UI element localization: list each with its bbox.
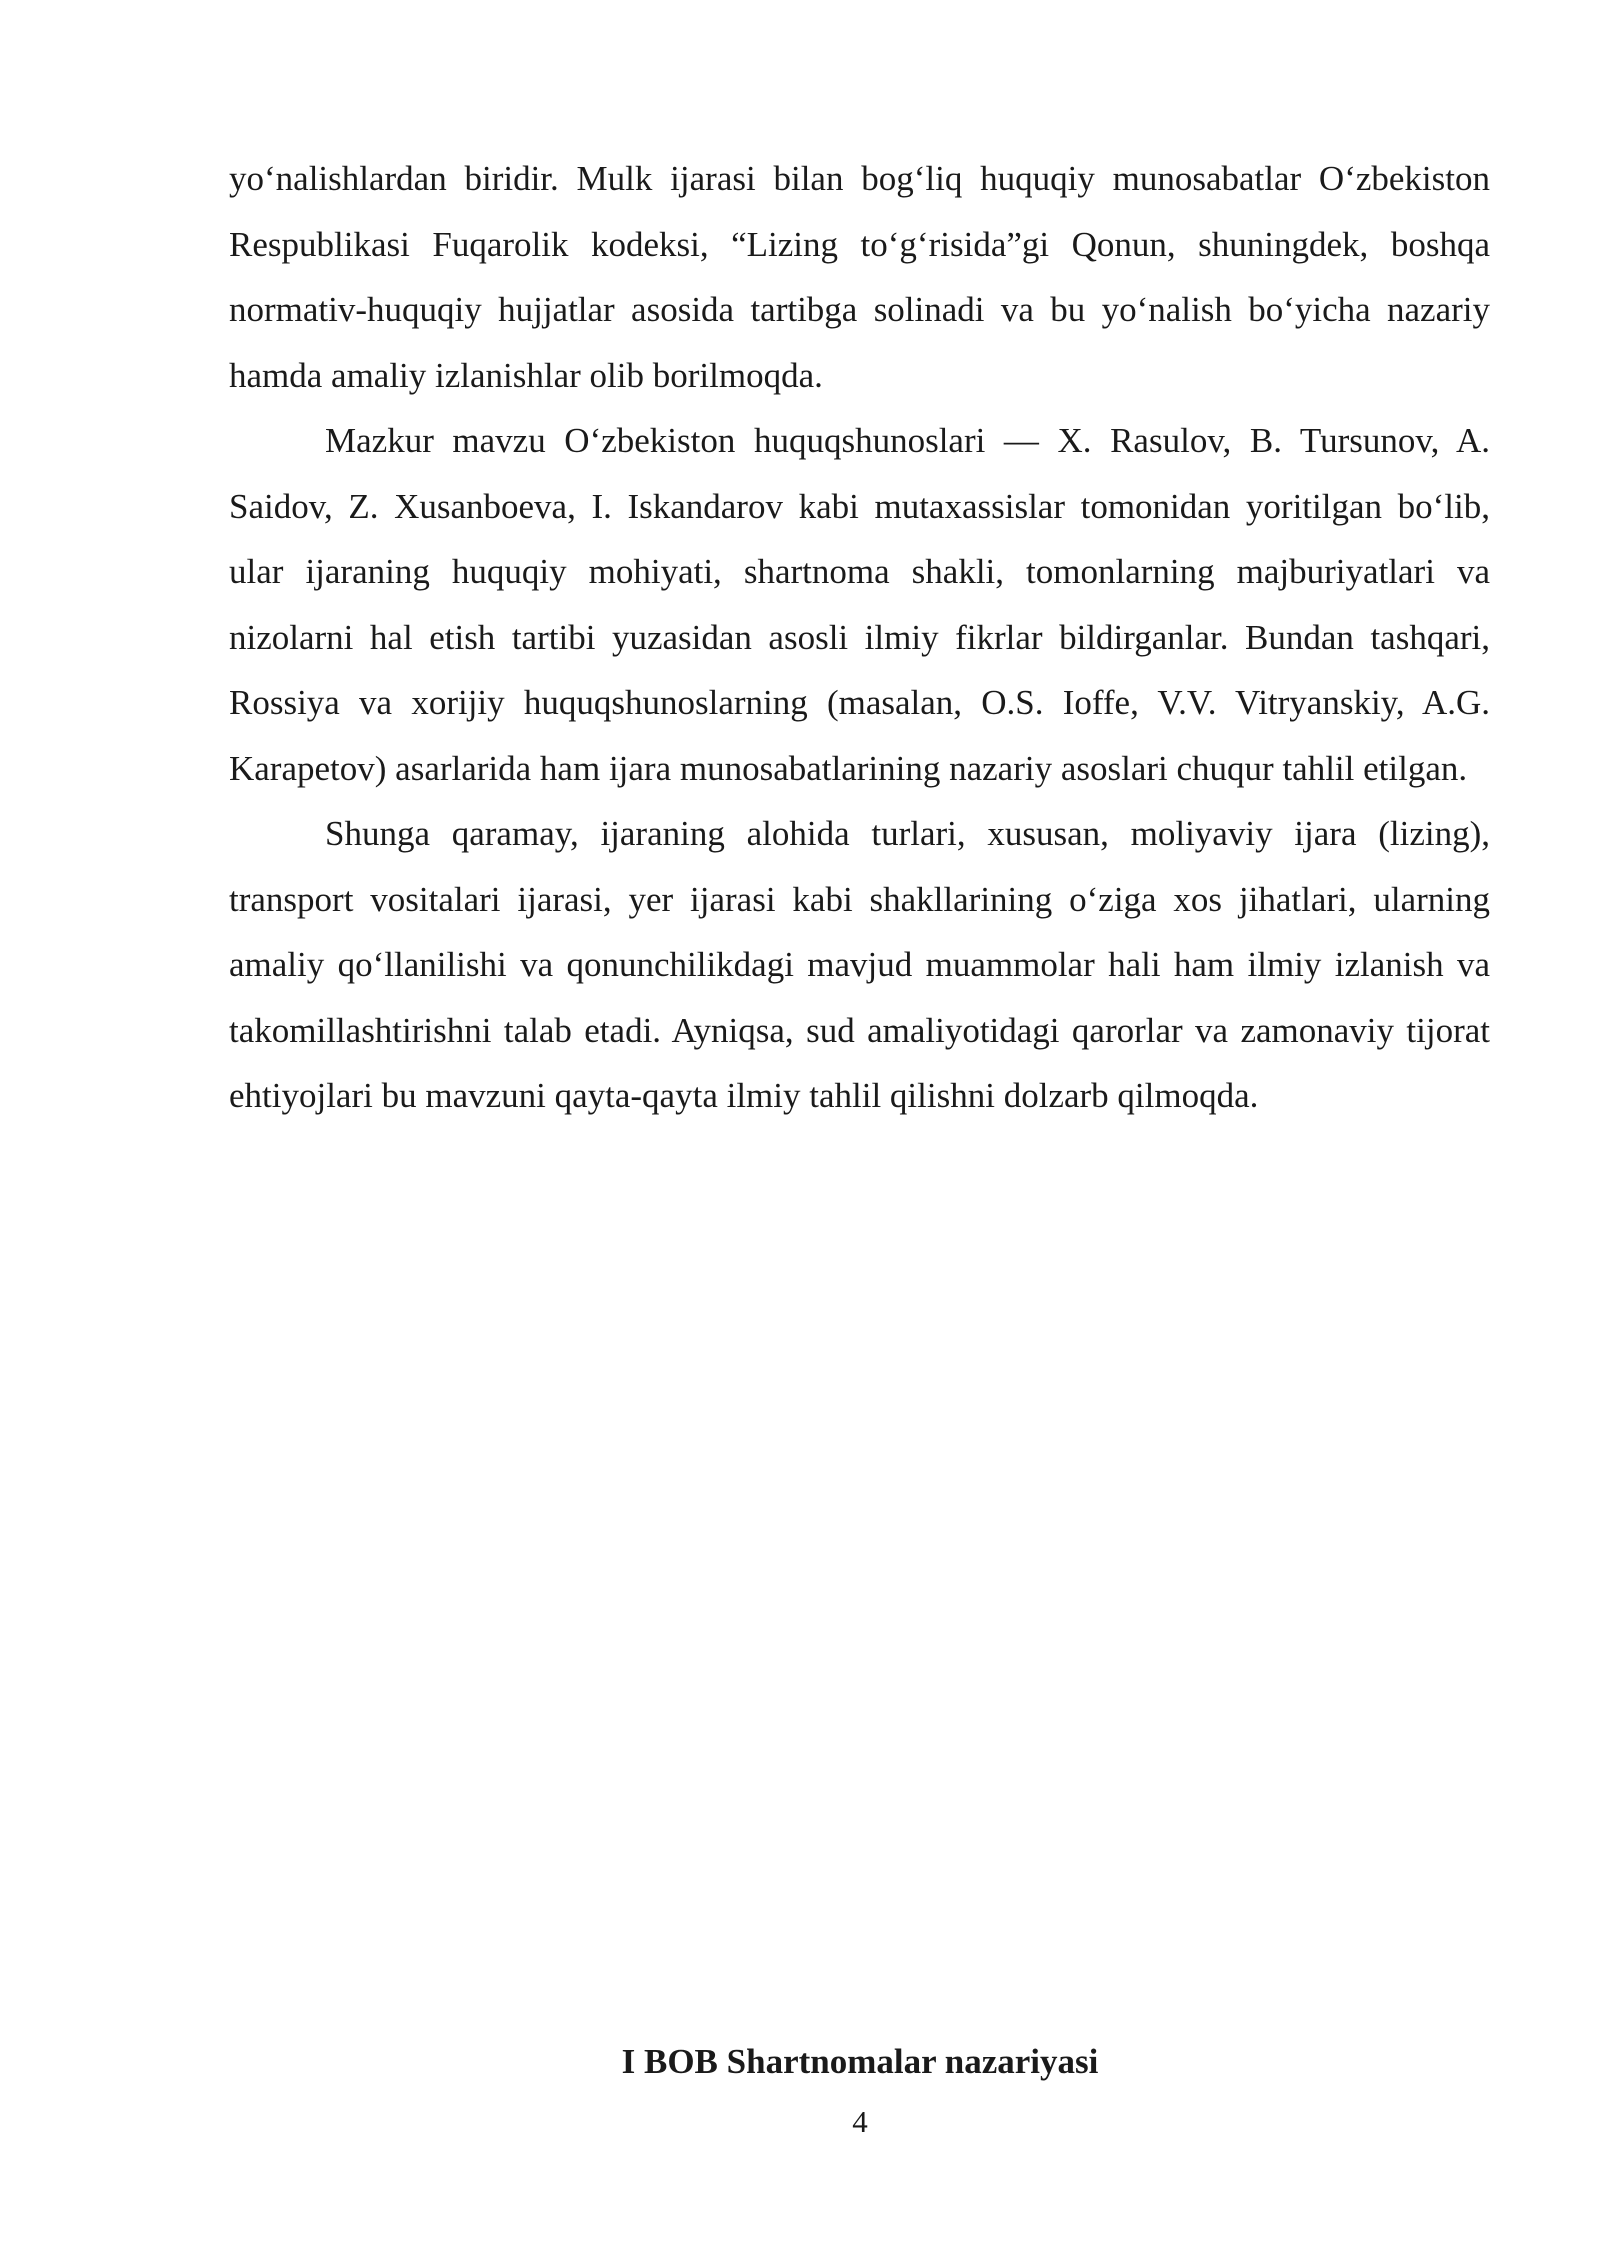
paragraph-relevance: Shunga qaramay, ijaraning alohida turlari, xususan, moliyaviy ijara (lizing), transport vositalari ijarasi, yer ijarasi kabi shakllarining o‘ziga xos jihatlari, ularning amaliy qo‘llanilishi va qonunchilikdagi mavjud muammolar hali ham ilmiy izlanish va takomillashtirishni talab etadi. Ayniqsa, sud amaliyotidagi qarorlar va zamonaviy tijorat ehtiyojlari bu mavzuni qayta-qayta ilmiy tahlil qilishni dolzarb qilmoqda. bbox=[229, 814, 1490, 1115]
chapter-title: I BOB Shartnomalar nazariyasi bbox=[621, 2042, 1099, 2081]
body-text bbox=[229, 146, 1490, 1129]
paragraph-scholars: Mazkur mavzu O‘zbekiston huquqshunoslari — X. Rasulov, B. Tursunov, A. Saidov, Z. Xusanboeva, I. Iskandarov kabi mutaxassislar tomonidan yoritilgan bo‘lib, ular ijaraning huquqiy mohiyati, shartnoma shakli, tomonlarning majburiyatlari va nizolarni hal etish tartibi yuzasidan asosli ilmiy fikrlar bildirganlar. Bundan tashqari, Rossiya va xorijiy huquqshunoslarning (masalan, O.S. Ioffe, V.V. Vitryanskiy, A.G. Karapetov) asarlarida ham ijara munosabatlarining nazariy asoslari chuqur tahlil etilgan. bbox=[229, 421, 1490, 788]
paragraph-continuation: yo‘nalishlardan biridir. Mulk ijarasi bilan bog‘liq huquqiy munosabatlar O‘zbekiston Respublikasi Fuqarolik kodeksi, “Lizing to‘g‘risida”gi Qonun, shuningdek, boshqa normativ-huquqiy hujjatlar asosida tartibga solinadi va bu yo‘nalish bo‘yicha nazariy hamda amaliy izlanishlar olib borilmoqda. bbox=[229, 159, 1490, 395]
page-number: 4 bbox=[852, 2104, 868, 2139]
